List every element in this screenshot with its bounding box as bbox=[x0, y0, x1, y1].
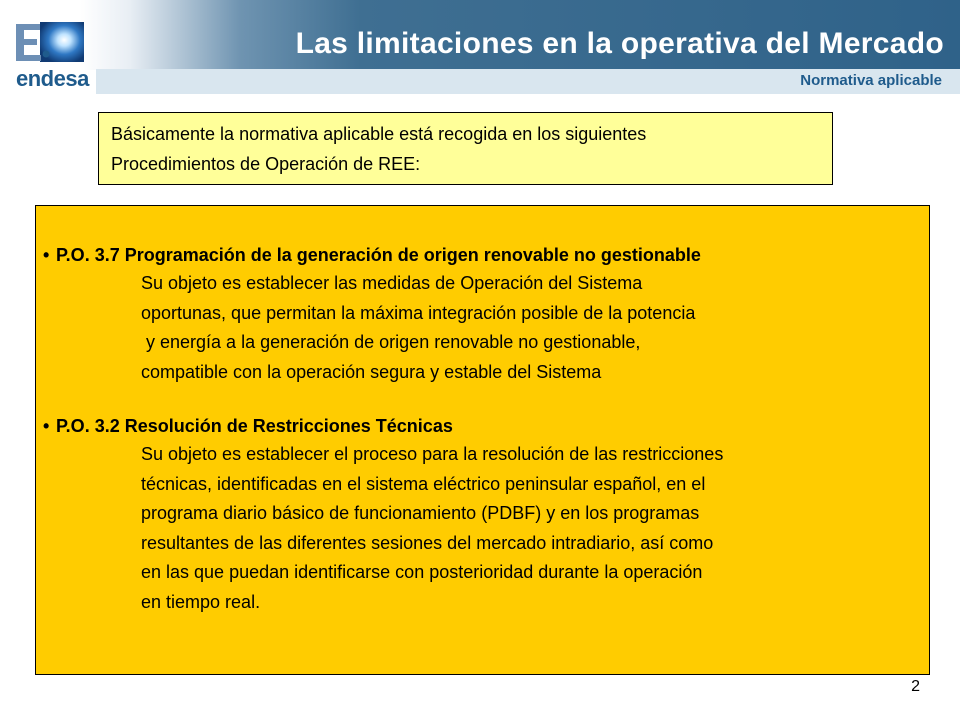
bullet-icon: • bbox=[43, 245, 50, 265]
item-title bbox=[43, 241, 923, 269]
item-description bbox=[141, 269, 923, 387]
description-line: en tiempo real. bbox=[141, 591, 261, 612]
bullet-icon: • bbox=[43, 416, 50, 436]
description-line: compatible con la operación segura y estable del Sistema bbox=[141, 361, 602, 382]
page-title: Las limitaciones en la operativa del Mercado bbox=[295, 27, 944, 60]
item-title-text: P.O. 3.2 Resolución de Restricciones Técnicas bbox=[56, 416, 453, 436]
content-box bbox=[35, 205, 930, 675]
description-line: en las que puedan identificarse con posterioridad durante la operación bbox=[141, 562, 703, 582]
item-description bbox=[141, 440, 923, 617]
description-line: técnicas, identificadas en el sistema eléctrico peninsular español, en el bbox=[141, 473, 706, 494]
intro-box bbox=[98, 112, 833, 185]
description-line: programa diario básico de funcionamiento (PDBF) y en los programas bbox=[141, 503, 700, 523]
description-line: Su objeto es establecer el proceso para la resolución de las restricciones bbox=[141, 444, 724, 464]
list-item-po-3-7 bbox=[43, 241, 923, 387]
item-title bbox=[43, 412, 923, 440]
description-line: oportunas, que permitan la máxima integración posible de la potencia bbox=[141, 302, 696, 323]
description-line: y energía a la generación de origen renovable no gestionable, bbox=[141, 332, 641, 352]
intro-line: Básicamente la normativa aplicable está recogida en los siguientes bbox=[111, 124, 647, 144]
list-item-po-3-2 bbox=[43, 412, 923, 617]
logo-wordmark: endesa bbox=[16, 66, 89, 91]
description-line: resultantes de las diferentes sesiones del mercado intradiario, así como bbox=[141, 532, 714, 553]
section-label: Normativa aplicable bbox=[800, 72, 942, 89]
description-line: Su objeto es establecer las medidas de Operación del Sistema bbox=[141, 273, 643, 293]
page-number: 2 bbox=[911, 678, 920, 695]
intro-line: Procedimientos de Operación de REE: bbox=[111, 154, 421, 174]
item-title-text: P.O. 3.7 Programación de la generación de origen renovable no gestionable bbox=[56, 245, 701, 265]
